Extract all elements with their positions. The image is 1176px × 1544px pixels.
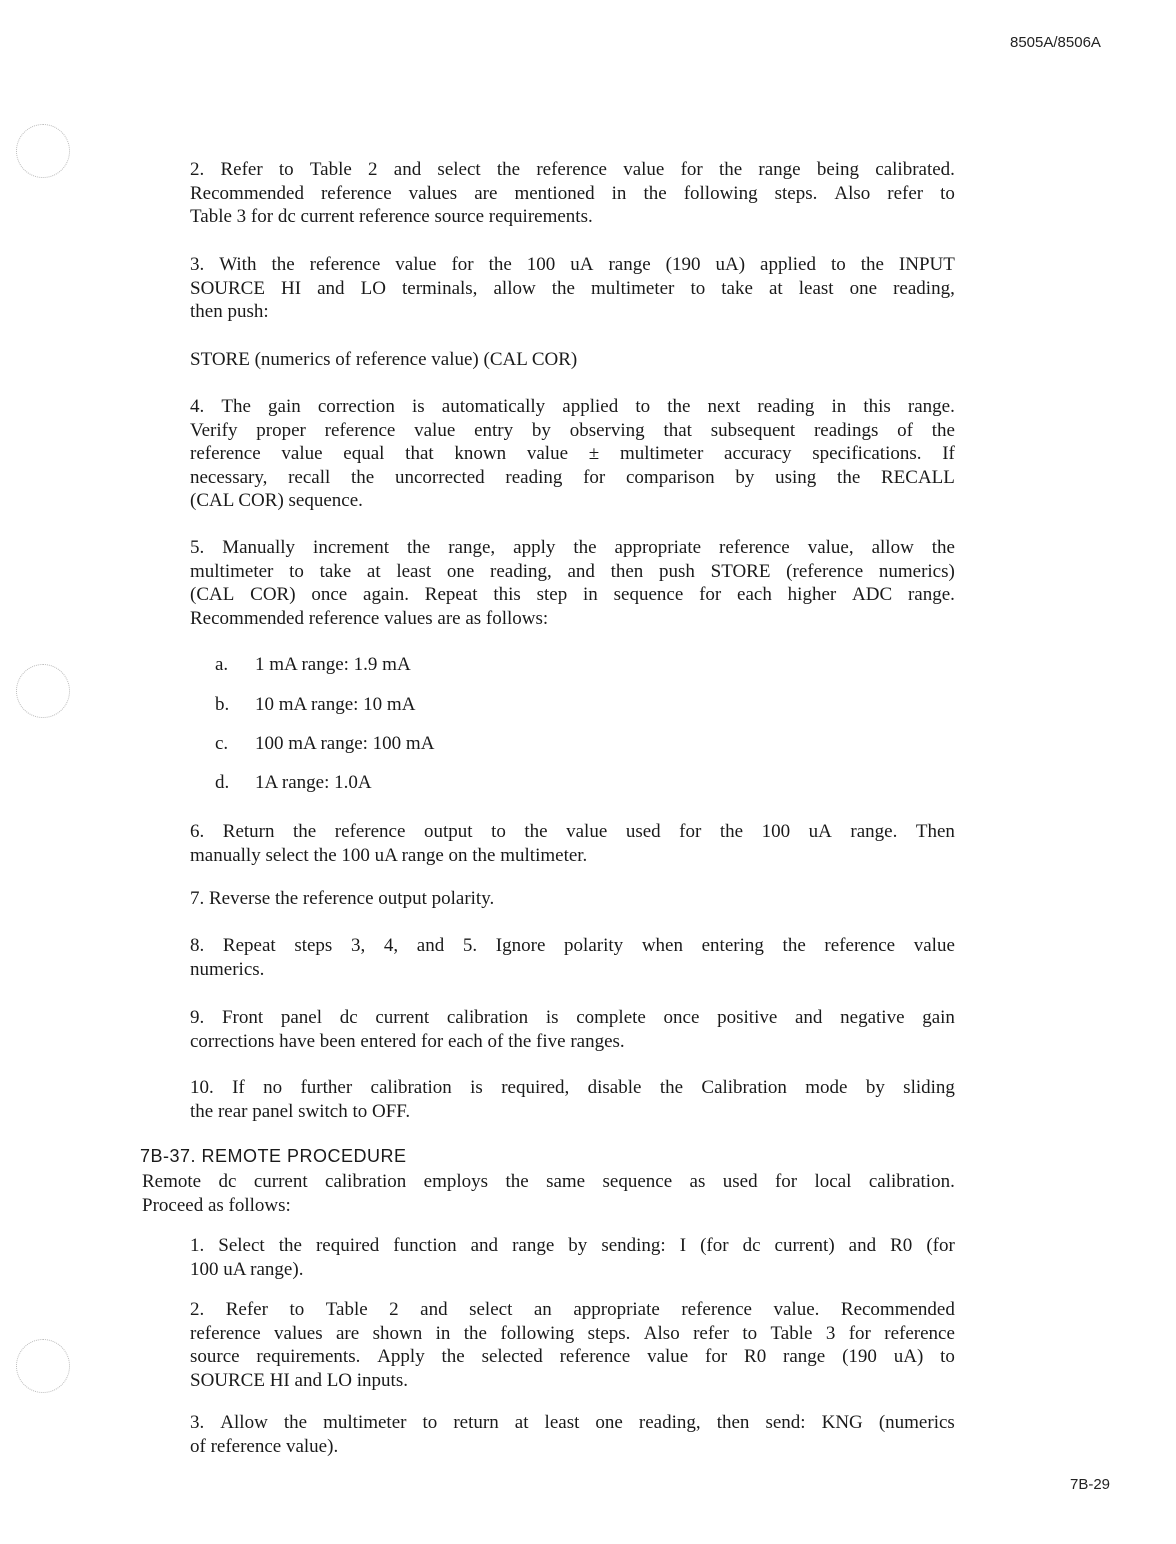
- item-text: 100 mA range: 100 mA: [255, 733, 435, 754]
- text-line: the rear panel switch to OFF.: [190, 1100, 411, 1122]
- text-line: 100 uA range).: [190, 1258, 304, 1280]
- text-line: 6. Return the reference output to the value used for the 100 uA range. Then: [190, 821, 955, 842]
- text-line: Recommended reference values are as follows:: [190, 607, 549, 629]
- text-line: source requirements. Apply the selected reference value for R0 range (190 uA) to: [190, 1346, 955, 1367]
- text-line: 4. The gain correction is automatically applied to the next reading in this range.: [190, 396, 955, 417]
- text-line: SOURCE HI and LO inputs.: [190, 1369, 408, 1391]
- store-command: [190, 348, 955, 372]
- range-item: [215, 693, 415, 717]
- remote-step-3: [190, 1411, 955, 1458]
- text-line: Table 3 for dc current reference source requirements.: [190, 206, 593, 227]
- item-text: 1 mA range: 1.9 mA: [255, 654, 411, 675]
- page-number: 7B-29: [1070, 1476, 1111, 1493]
- document-code: 8505A/8506A: [1010, 34, 1101, 51]
- step-6: [190, 820, 955, 867]
- text-line: reference values are shown in the following steps. Also refer to Table 3 for reference: [190, 1322, 955, 1344]
- punch-hole: [16, 664, 70, 718]
- text-line: SOURCE HI and LO terminals, allow the multimeter to take at least one reading,: [190, 277, 955, 299]
- item-letter: a.: [215, 654, 229, 675]
- text-line: 5. Manually increment the range, apply the appropriate reference value, allow the: [190, 537, 955, 558]
- item-letter: d.: [215, 772, 230, 793]
- step-10: [190, 1076, 955, 1123]
- step-4: [190, 395, 955, 513]
- step-2: [190, 158, 955, 229]
- item-letter: b.: [215, 694, 230, 715]
- text-line: reference value equal that known value ± multimeter accuracy specifications. If: [190, 443, 955, 464]
- text-line: Remote dc current calibration employs the same sequence as used for local calibration.: [142, 1171, 955, 1192]
- item-text: 10 mA range: 10 mA: [255, 694, 416, 715]
- text-line: of reference value).: [190, 1435, 339, 1457]
- text-line: STORE (numerics of reference value) (CAL COR): [190, 349, 578, 370]
- text-line: then push:: [190, 301, 269, 322]
- item-text: 1A range: 1.0A: [255, 772, 372, 793]
- text-line: manually select the 100 uA range on the multimeter.: [190, 844, 588, 866]
- text-line: multimeter to take at least one reading, and then push STORE (reference numerics): [190, 560, 955, 582]
- text-line: numerics.: [190, 958, 265, 980]
- text-line: 10. If no further calibration is required, disable the Calibration mode by sliding: [190, 1077, 955, 1098]
- step-8: [190, 934, 955, 981]
- step-5: [190, 536, 955, 630]
- section-heading: 7B-37. REMOTE PROCEDURE: [140, 1146, 407, 1166]
- remote-step-2: [190, 1298, 955, 1392]
- text-line: 3. Allow the multimeter to return at least one reading, then send: KNG (numerics: [190, 1412, 955, 1433]
- text-line: 1. Select the required function and range by sending: I (for dc current) and R0 (for: [190, 1235, 955, 1256]
- punch-hole: [16, 124, 70, 178]
- range-item: [215, 732, 434, 756]
- step-7: [190, 887, 955, 911]
- item-letter: c.: [215, 733, 229, 754]
- text-line: Recommended reference values are mentioned in the following steps. Also refer to: [190, 182, 955, 204]
- text-line: 8. Repeat steps 3, 4, and 5. Ignore polarity when entering the reference value: [190, 935, 955, 956]
- remote-step-1: [190, 1234, 955, 1281]
- text-line: 7. Reverse the reference output polarity.: [190, 888, 495, 909]
- range-item: [215, 653, 411, 677]
- text-line: (CAL COR) sequence.: [190, 490, 363, 511]
- text-line: 3. With the reference value for the 100 uA range (190 uA) applied to the INPUT: [190, 254, 955, 275]
- step-9: [190, 1006, 955, 1053]
- text-line: necessary, recall the uncorrected reading for comparison by using the RECALL: [190, 466, 955, 488]
- text-line: 2. Refer to Table 2 and select an appropriate reference value. Recommended: [190, 1299, 955, 1320]
- text-line: 9. Front panel dc current calibration is complete once positive and negative gain: [190, 1007, 955, 1028]
- text-line: 2. Refer to Table 2 and select the reference value for the range being calibrated.: [190, 159, 955, 180]
- remote-intro: [142, 1170, 955, 1217]
- range-item: [215, 771, 372, 795]
- text-line: Proceed as follows:: [142, 1194, 291, 1216]
- punch-hole: [16, 1339, 70, 1393]
- text-line: corrections have been entered for each of the five ranges.: [190, 1030, 625, 1052]
- step-3: [190, 253, 955, 324]
- text-line: (CAL COR) once again. Repeat this step in sequence for each higher ADC range.: [190, 584, 955, 605]
- text-line: Verify proper reference value entry by observing that subsequent readings of the: [190, 419, 955, 441]
